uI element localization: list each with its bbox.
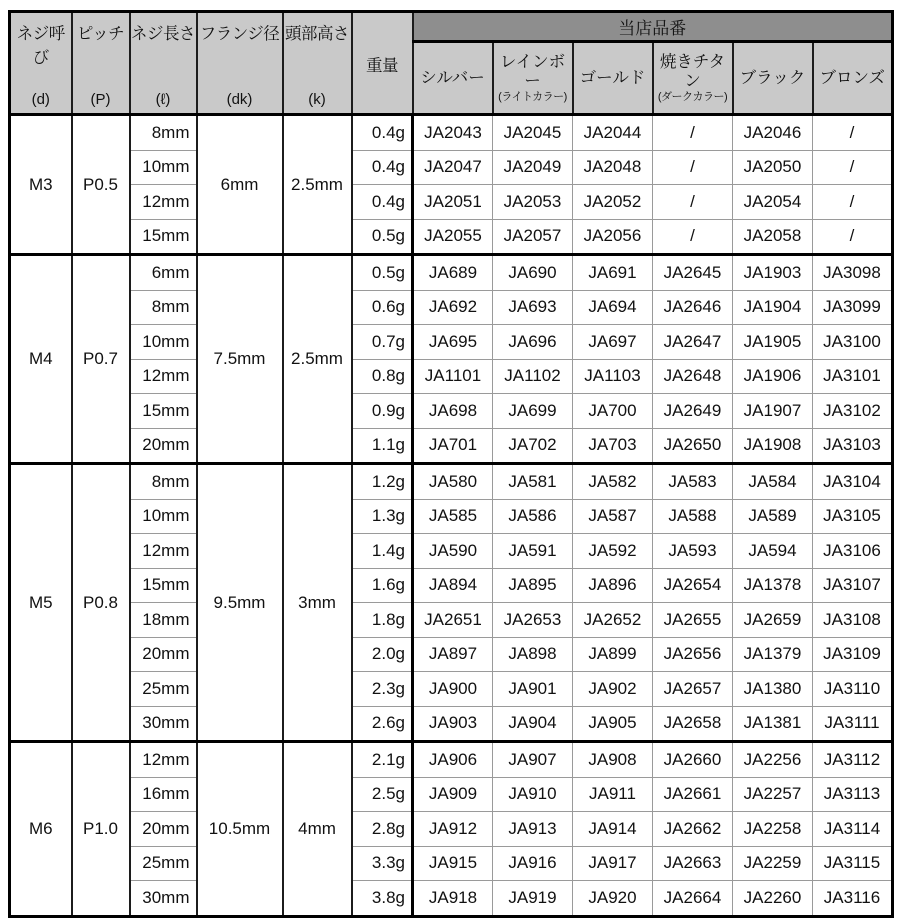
column-header-silver (413, 42, 493, 115)
weight-cell: 0.5g (352, 219, 413, 255)
screw-size-cell: M6 (10, 742, 72, 917)
part-code-cell: JA3107 (813, 568, 893, 603)
weight-cell: 1.1g (352, 428, 413, 464)
part-code-cell: JA2649 (653, 394, 733, 429)
table-row (10, 255, 893, 291)
part-code-cell: JA2053 (493, 185, 573, 220)
part-code-cell: JA2654 (653, 568, 733, 603)
part-code-cell: JA3100 (813, 325, 893, 360)
part-code-cell: JA913 (493, 812, 573, 847)
part-code-cell: JA3103 (813, 428, 893, 464)
part-code-cell: JA2651 (413, 603, 493, 638)
part-code-cell: JA693 (493, 290, 573, 325)
screw-length-cell: 25mm (130, 846, 197, 881)
part-code-cell: JA2048 (573, 150, 653, 185)
column-header-rainbow (493, 42, 573, 115)
part-code-cell: JA581 (493, 464, 573, 500)
weight-cell: 1.3g (352, 499, 413, 534)
part-code-cell: JA591 (493, 534, 573, 569)
table-row (10, 428, 893, 464)
part-code-cell: JA2047 (413, 150, 493, 185)
part-code-cell: / (653, 219, 733, 255)
column-header-burnt-titanium (653, 42, 733, 115)
part-code-cell: JA3101 (813, 359, 893, 394)
part-code-cell: JA917 (573, 846, 653, 881)
part-code-cell: JA2661 (653, 777, 733, 812)
part-code-cell: JA906 (413, 742, 493, 778)
weight-cell: 2.3g (352, 672, 413, 707)
part-code-cell: JA909 (413, 777, 493, 812)
screw-length-cell: 20mm (130, 637, 197, 672)
head-height-cell: 2.5mm (283, 255, 352, 464)
part-code-cell: JA2657 (653, 672, 733, 707)
part-code-cell: JA916 (493, 846, 573, 881)
weight-cell: 0.7g (352, 325, 413, 360)
part-code-cell: / (653, 150, 733, 185)
column-header-weight (352, 12, 413, 115)
column-symbol: (dk) (226, 90, 253, 108)
weight-cell: 2.5g (352, 777, 413, 812)
part-code-cell: / (813, 185, 893, 220)
table-row (10, 394, 893, 429)
weight-cell: 2.8g (352, 812, 413, 847)
weight-cell: 2.0g (352, 637, 413, 672)
part-code-cell: JA2057 (493, 219, 573, 255)
screw-length-cell: 10mm (130, 150, 197, 185)
part-code-cell: JA2256 (733, 742, 813, 778)
part-code-cell: JA697 (573, 325, 653, 360)
weight-cell: 1.4g (352, 534, 413, 569)
part-code-cell: JA2659 (733, 603, 813, 638)
column-label: フランジ径 (199, 24, 280, 43)
part-code-cell: JA691 (573, 255, 653, 291)
part-code-cell: JA905 (573, 706, 653, 742)
part-code-cell: JA1906 (733, 359, 813, 394)
part-code-cell: JA582 (573, 464, 653, 500)
screw-length-cell: 30mm (130, 706, 197, 742)
column-header-gold (573, 42, 653, 115)
head-height-cell: 3mm (283, 464, 352, 742)
part-code-cell: JA919 (493, 881, 573, 917)
column-header-black (733, 42, 813, 115)
screw-length-cell: 8mm (130, 290, 197, 325)
part-code-cell: JA2650 (653, 428, 733, 464)
part-code-cell: JA585 (413, 499, 493, 534)
column-header-screw-length (130, 12, 197, 115)
part-code-cell: JA2646 (653, 290, 733, 325)
table-row (10, 219, 893, 255)
part-code-cell: JA3105 (813, 499, 893, 534)
part-code-cell: JA2660 (653, 742, 733, 778)
part-code-cell: JA592 (573, 534, 653, 569)
part-code-cell: JA690 (493, 255, 573, 291)
part-code-cell: JA695 (413, 325, 493, 360)
shop-part-number-band: 当店品番 (413, 12, 893, 42)
part-code-cell: JA3108 (813, 603, 893, 638)
part-code-cell: JA918 (413, 881, 493, 917)
table-row (10, 499, 893, 534)
part-code-cell: JA1904 (733, 290, 813, 325)
part-code-cell: JA2645 (653, 255, 733, 291)
part-code-cell: JA2044 (573, 115, 653, 151)
part-code-cell: JA703 (573, 428, 653, 464)
weight-cell: 1.2g (352, 464, 413, 500)
screw-length-cell: 30mm (130, 881, 197, 917)
part-code-cell: JA2045 (493, 115, 573, 151)
color-label: ブラック (739, 68, 806, 87)
part-code-cell: JA587 (573, 499, 653, 534)
table-row (10, 846, 893, 881)
part-code-cell: JA2056 (573, 219, 653, 255)
part-code-cell: JA589 (733, 499, 813, 534)
color-sublabel: (ライトカラー) (498, 90, 567, 103)
part-code-cell: JA1101 (413, 359, 493, 394)
screw-length-cell: 12mm (130, 359, 197, 394)
part-code-cell: JA908 (573, 742, 653, 778)
table-row (10, 115, 893, 151)
screw-size-cell: M5 (10, 464, 72, 742)
weight-cell: 0.4g (352, 150, 413, 185)
part-code-cell: JA1380 (733, 672, 813, 707)
weight-cell: 0.5g (352, 255, 413, 291)
pitch-cell: P0.5 (72, 115, 130, 255)
table-row (10, 534, 893, 569)
screw-length-cell: 12mm (130, 742, 197, 778)
part-code-cell: JA701 (413, 428, 493, 464)
weight-cell: 1.8g (352, 603, 413, 638)
part-code-cell: JA895 (493, 568, 573, 603)
table-header (10, 12, 893, 115)
part-code-cell: JA2257 (733, 777, 813, 812)
part-code-cell: JA904 (493, 706, 573, 742)
table-row (10, 359, 893, 394)
part-code-cell: JA902 (573, 672, 653, 707)
part-code-cell: JA2647 (653, 325, 733, 360)
table-row (10, 812, 893, 847)
screw-length-cell: 16mm (130, 777, 197, 812)
weight-cell: 2.1g (352, 742, 413, 778)
part-code-cell: JA915 (413, 846, 493, 881)
part-code-cell: JA584 (733, 464, 813, 500)
part-code-cell: JA3115 (813, 846, 893, 881)
pitch-cell: P0.7 (72, 255, 130, 464)
screw-length-cell: 8mm (130, 115, 197, 151)
table-row (10, 568, 893, 603)
part-code-cell: JA590 (413, 534, 493, 569)
table-body (10, 115, 893, 917)
screw-length-cell: 15mm (130, 219, 197, 255)
part-code-cell: JA3113 (813, 777, 893, 812)
part-code-cell: JA901 (493, 672, 573, 707)
part-code-cell: JA911 (573, 777, 653, 812)
part-code-cell: JA593 (653, 534, 733, 569)
pitch-cell: P0.8 (72, 464, 130, 742)
part-code-cell: / (813, 219, 893, 255)
screw-length-cell: 12mm (130, 534, 197, 569)
part-code-cell: JA914 (573, 812, 653, 847)
screw-length-cell: 6mm (130, 255, 197, 291)
table-row (10, 290, 893, 325)
part-code-cell: JA2662 (653, 812, 733, 847)
screw-length-cell: 20mm (130, 428, 197, 464)
part-code-cell: JA3114 (813, 812, 893, 847)
part-code-cell: JA1907 (733, 394, 813, 429)
part-code-cell: / (813, 150, 893, 185)
part-code-cell: JA2259 (733, 846, 813, 881)
weight-cell: 0.4g (352, 185, 413, 220)
weight-cell: 0.9g (352, 394, 413, 429)
part-code-cell: JA2655 (653, 603, 733, 638)
weight-cell: 3.3g (352, 846, 413, 881)
part-code-cell: JA903 (413, 706, 493, 742)
part-code-cell: JA3099 (813, 290, 893, 325)
flange-diameter-cell: 7.5mm (197, 255, 283, 464)
part-code-cell: JA3116 (813, 881, 893, 917)
weight-cell: 1.6g (352, 568, 413, 603)
part-code-cell: JA696 (493, 325, 573, 360)
column-header-head-height (283, 12, 352, 115)
part-code-cell: JA2653 (493, 603, 573, 638)
screw-length-cell: 10mm (130, 499, 197, 534)
part-code-cell: JA2656 (653, 637, 733, 672)
table-row (10, 603, 893, 638)
column-header-pitch (72, 12, 130, 115)
part-code-cell: / (653, 185, 733, 220)
weight-cell: 0.4g (352, 115, 413, 151)
part-code-cell: JA910 (493, 777, 573, 812)
part-code-cell: JA897 (413, 637, 493, 672)
part-code-cell: JA2652 (573, 603, 653, 638)
table-row (10, 185, 893, 220)
part-code-cell: JA898 (493, 637, 573, 672)
part-code-cell: JA1103 (573, 359, 653, 394)
pitch-cell: P1.0 (72, 742, 130, 917)
part-code-cell: JA2058 (733, 219, 813, 255)
part-code-cell: JA588 (653, 499, 733, 534)
color-label: レインボー (499, 52, 566, 90)
column-header-bronze (813, 42, 893, 115)
table-row (10, 777, 893, 812)
table-row (10, 742, 893, 778)
part-code-cell: JA699 (493, 394, 573, 429)
screw-length-cell: 15mm (130, 394, 197, 429)
column-header-flange-diameter (197, 12, 283, 115)
part-code-cell: JA900 (413, 672, 493, 707)
column-label: ピッチ (76, 24, 125, 43)
color-label: ブロンズ (819, 68, 885, 87)
table-row (10, 881, 893, 917)
part-code-cell: JA2260 (733, 881, 813, 917)
part-code-cell: JA1378 (733, 568, 813, 603)
head-height-cell: 4mm (283, 742, 352, 917)
part-code-cell: JA1102 (493, 359, 573, 394)
part-code-cell: JA899 (573, 637, 653, 672)
screw-spec-table (8, 10, 894, 918)
part-code-cell: JA1903 (733, 255, 813, 291)
column-header-screw-size (10, 12, 72, 115)
screw-size-cell: M4 (10, 255, 72, 464)
part-code-cell: JA692 (413, 290, 493, 325)
screw-length-cell: 20mm (130, 812, 197, 847)
color-label: 焼きチタン (659, 52, 726, 90)
part-code-cell: JA1381 (733, 706, 813, 742)
column-label: 重量 (366, 56, 398, 75)
part-code-cell: JA700 (573, 394, 653, 429)
column-symbol: (P) (90, 90, 111, 108)
column-symbol: (d) (31, 90, 50, 108)
flange-diameter-cell: 9.5mm (197, 464, 283, 742)
part-code-cell: JA1908 (733, 428, 813, 464)
screw-length-cell: 10mm (130, 325, 197, 360)
part-code-cell: JA689 (413, 255, 493, 291)
part-code-cell: JA3106 (813, 534, 893, 569)
part-code-cell: JA580 (413, 464, 493, 500)
part-code-cell: JA3112 (813, 742, 893, 778)
part-code-cell: JA3109 (813, 637, 893, 672)
part-code-cell: JA694 (573, 290, 653, 325)
part-code-cell: JA2658 (653, 706, 733, 742)
part-code-cell: JA3110 (813, 672, 893, 707)
color-label: シルバー (420, 68, 485, 87)
flange-diameter-cell: 10.5mm (197, 742, 283, 917)
part-code-cell: JA3104 (813, 464, 893, 500)
part-code-cell: JA2050 (733, 150, 813, 185)
color-sublabel: (ダークカラー) (657, 90, 728, 103)
part-code-cell: JA583 (653, 464, 733, 500)
screw-length-cell: 15mm (130, 568, 197, 603)
screw-length-cell: 12mm (130, 185, 197, 220)
head-height-cell: 2.5mm (283, 115, 352, 255)
screw-length-cell: 18mm (130, 603, 197, 638)
part-code-cell: / (813, 115, 893, 151)
part-code-cell: JA2648 (653, 359, 733, 394)
part-code-cell: JA2663 (653, 846, 733, 881)
weight-cell: 2.6g (352, 706, 413, 742)
part-code-cell: JA2258 (733, 812, 813, 847)
part-code-cell: JA702 (493, 428, 573, 464)
part-code-cell: JA894 (413, 568, 493, 603)
table-row (10, 637, 893, 672)
table-row (10, 706, 893, 742)
weight-cell: 0.6g (352, 290, 413, 325)
color-label: ゴールド (579, 68, 646, 87)
screw-length-cell: 8mm (130, 464, 197, 500)
part-code-cell: JA920 (573, 881, 653, 917)
part-code-cell: JA2043 (413, 115, 493, 151)
part-code-cell: JA698 (413, 394, 493, 429)
table-row (10, 150, 893, 185)
table-row (10, 672, 893, 707)
part-code-cell: JA896 (573, 568, 653, 603)
column-symbol: (ℓ) (155, 90, 171, 108)
part-code-cell: JA594 (733, 534, 813, 569)
part-code-cell: JA3111 (813, 706, 893, 742)
part-code-cell: JA2054 (733, 185, 813, 220)
column-label: 頭部高さ (285, 24, 349, 43)
part-code-cell: JA3098 (813, 255, 893, 291)
part-code-cell: JA1379 (733, 637, 813, 672)
column-label: ネジ呼び (16, 24, 65, 67)
table-row (10, 325, 893, 360)
part-code-cell: JA2046 (733, 115, 813, 151)
part-code-cell: JA2055 (413, 219, 493, 255)
flange-diameter-cell: 6mm (197, 115, 283, 255)
part-code-cell: / (653, 115, 733, 151)
weight-cell: 3.8g (352, 881, 413, 917)
weight-cell: 0.8g (352, 359, 413, 394)
part-code-cell: JA912 (413, 812, 493, 847)
column-symbol: (k) (308, 90, 326, 108)
column-label: ネジ長さ (131, 24, 195, 43)
part-code-cell: JA3102 (813, 394, 893, 429)
part-code-cell: JA2052 (573, 185, 653, 220)
table-row (10, 464, 893, 500)
part-code-cell: JA1905 (733, 325, 813, 360)
screw-length-cell: 25mm (130, 672, 197, 707)
part-code-cell: JA2664 (653, 881, 733, 917)
part-code-cell: JA586 (493, 499, 573, 534)
part-code-cell: JA907 (493, 742, 573, 778)
part-code-cell: JA2049 (493, 150, 573, 185)
part-code-cell: JA2051 (413, 185, 493, 220)
screw-size-cell: M3 (10, 115, 72, 255)
